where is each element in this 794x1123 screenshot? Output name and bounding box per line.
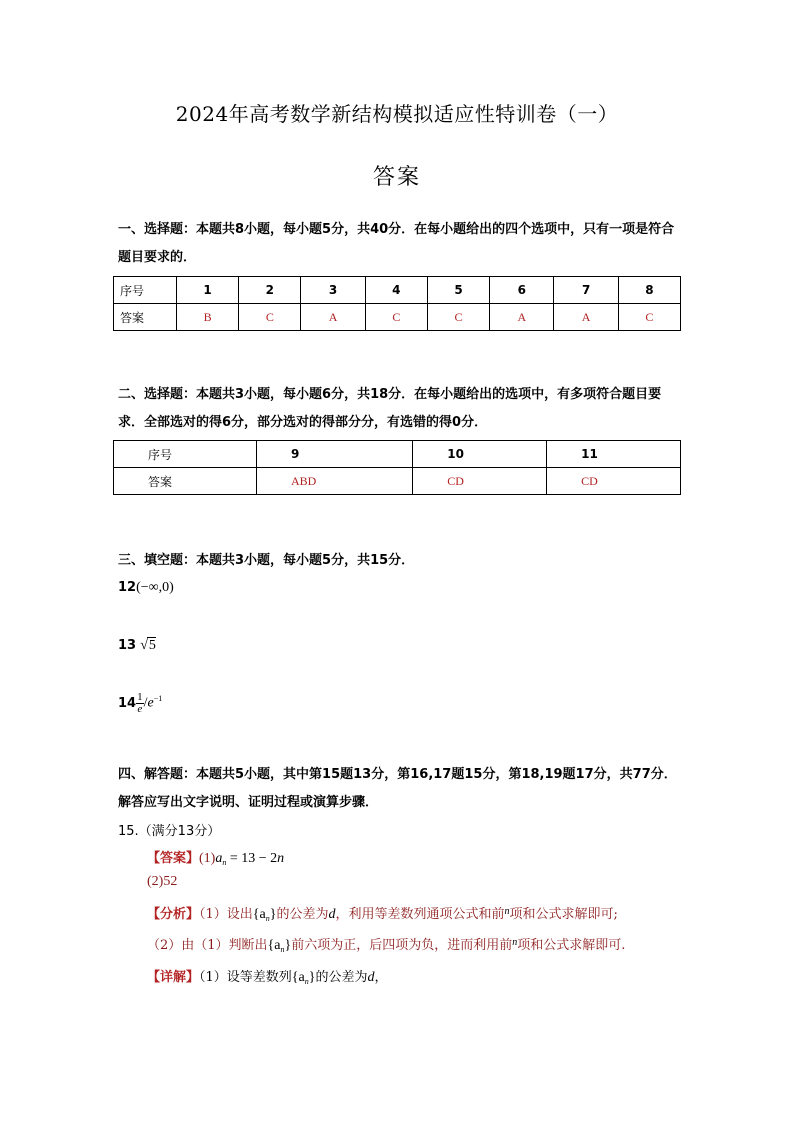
sequence-subscript: n	[304, 977, 309, 986]
variable-n: n	[504, 906, 510, 917]
answer-sub-n: n	[222, 858, 227, 867]
fraction	[136, 692, 144, 715]
table-row-numbers	[114, 441, 681, 468]
answer-cell: CD	[413, 468, 547, 495]
detail-text: 的公差为	[315, 970, 368, 985]
fill-answer-14	[118, 692, 162, 715]
sequence-subscript: n	[265, 914, 270, 923]
answer-value: 5	[148, 638, 156, 653]
analysis-text: 项和公式求解即可;	[509, 907, 618, 922]
section2-answer-table	[113, 440, 681, 495]
sqrt-sign: √	[140, 638, 148, 653]
sequence-close: }	[269, 907, 277, 922]
variable-d: d	[328, 907, 336, 922]
sequence-subscript: n	[280, 945, 285, 954]
section1-answer-table	[113, 276, 681, 331]
question-number: 1	[177, 277, 239, 304]
answer-cell: C	[618, 304, 680, 331]
analysis-text: （1）设出	[199, 907, 253, 922]
table-row-numbers	[114, 277, 681, 304]
sequence-symbol: {a	[267, 938, 281, 953]
sequence-symbol: {a	[291, 970, 305, 985]
table-row-answers	[114, 304, 681, 331]
answer-part-1-prefix: (1)	[199, 851, 216, 866]
table-answer-label: 答案	[114, 304, 177, 331]
table-head-label: 序号	[114, 277, 177, 304]
section4-intro: 四、解答题：本题共5小题，其中第15题13分，第16,17题15分，第18,19题17分，共77分．解答应写出文字说明、证明过程或演算步骤．	[118, 767, 677, 810]
question-number: 3	[301, 277, 365, 304]
question-number: 13	[118, 638, 137, 653]
question-number: 12	[118, 580, 137, 595]
slash: /	[143, 695, 148, 711]
section2-intro: 二、选择题：本题共3小题，每小题6分，共18分．在每小题给出的选项中，有多项符合题目要求．全部选对的得6分，部分选对的得部分分，有选错的得0分．	[118, 387, 662, 430]
answer-cell: C	[239, 304, 301, 331]
answer-line-1	[147, 847, 284, 867]
sequence-close: }	[308, 970, 316, 985]
page-subtitle: 答案	[372, 165, 421, 190]
answer-cell: C	[427, 304, 489, 331]
answer-cell: A	[490, 304, 554, 331]
analysis-text: 项和公式求解即可.	[517, 938, 626, 953]
answer-cell: B	[177, 304, 239, 331]
answer-base: e	[147, 695, 154, 711]
question-number: 4	[365, 277, 427, 304]
question-number: 6	[490, 277, 554, 304]
analysis-tag: 【分析】	[147, 907, 200, 922]
question-number: 9	[257, 441, 413, 468]
sequence-close: }	[284, 938, 292, 953]
answer-line-2	[147, 874, 177, 890]
detail-text: （1）设等差数列	[199, 970, 292, 985]
answer-cell: A	[301, 304, 365, 331]
analysis-text: ，利用等差数列通项公式和前	[335, 907, 505, 922]
section1-intro: 一、选择题：本题共8小题，每小题5分，共40分．在每小题给出的四个选项中，只有一项是符合题目要求的．	[118, 222, 675, 265]
answer-var-n: n	[277, 851, 285, 866]
sequence-symbol: {a	[252, 907, 266, 922]
analysis-line-2	[147, 934, 625, 954]
fill-answer-12	[118, 580, 174, 596]
answer-cell: C	[365, 304, 427, 331]
answer-part-2: (2)52	[147, 874, 178, 889]
section3-intro: 三、填空题：本题共3小题，每小题5分，共15分．	[118, 553, 415, 568]
analysis-text: 的公差为	[276, 907, 329, 922]
question-number: 8	[618, 277, 680, 304]
table-head-label: 序号	[114, 441, 257, 468]
table-answer-label: 答案	[114, 468, 257, 495]
question-number: 14	[118, 696, 137, 711]
detail-text: ，	[374, 970, 388, 985]
question-number: 7	[554, 277, 618, 304]
analysis-text: （2）由（1）判断出	[147, 938, 268, 953]
answer-var-a: a	[215, 851, 223, 866]
answer-cell: CD	[547, 468, 681, 495]
question-number: 5	[427, 277, 489, 304]
fraction-numerator: 1	[137, 691, 143, 703]
question-number: 2	[239, 277, 301, 304]
detail-tag: 【详解】	[147, 970, 200, 985]
variable-n: n	[512, 937, 518, 948]
fraction-denominator: e	[137, 703, 143, 715]
variable-d: d	[367, 970, 375, 985]
answer-exponent: −1	[153, 694, 163, 703]
answer-value: (−∞,0)	[136, 580, 174, 595]
answer-tag: 【答案】	[147, 851, 200, 866]
answer-cell: A	[554, 304, 618, 331]
fill-answer-13	[118, 637, 156, 654]
answer-cell: ABD	[257, 468, 413, 495]
page-title: 2024年高考数学新结构模拟适应性特训卷（一）	[175, 102, 619, 126]
question-number: 10	[413, 441, 547, 468]
table-row-answers	[114, 468, 681, 495]
analysis-line-1	[147, 903, 618, 923]
question-number: 11	[547, 441, 681, 468]
analysis-text: 前六项为正，后四项为负，进而利用前	[291, 938, 513, 953]
detail-line-1	[147, 966, 388, 986]
answer-expression: = 13 − 2	[226, 851, 278, 866]
question-15-heading: 15.（满分13分）	[118, 824, 221, 839]
